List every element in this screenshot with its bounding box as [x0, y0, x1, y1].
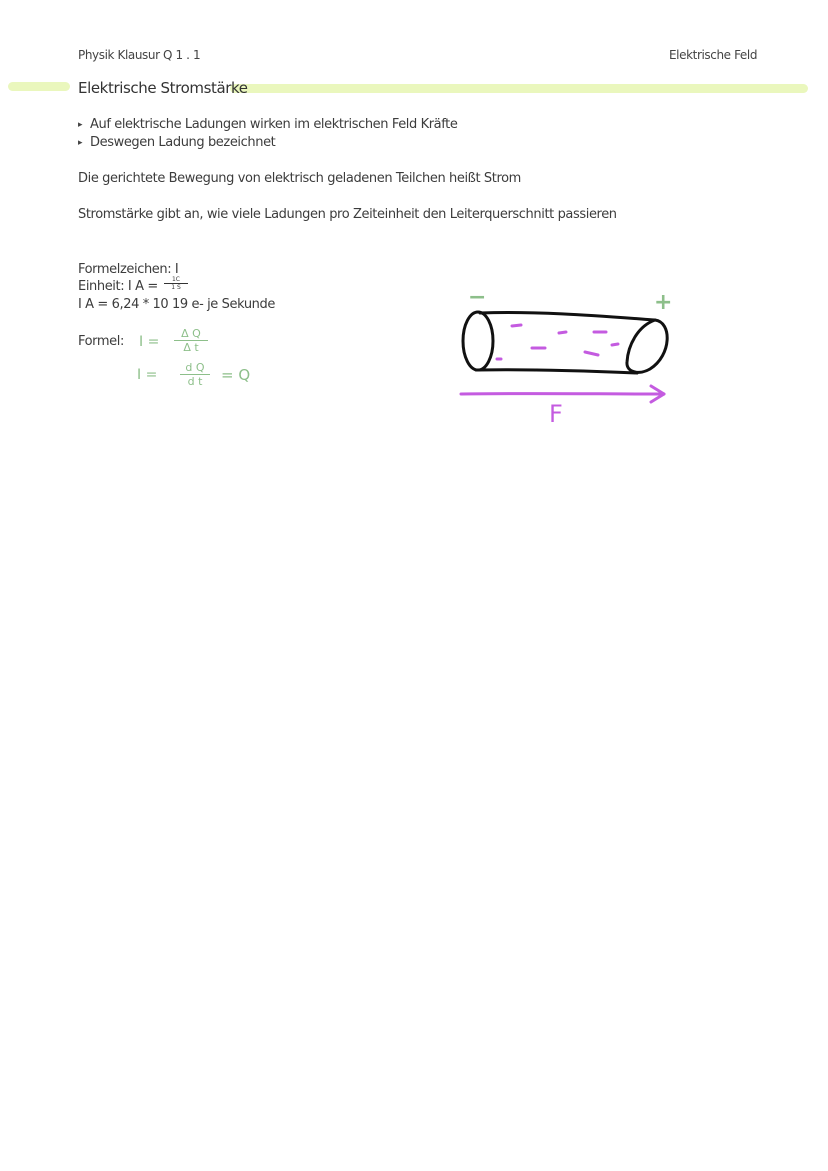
formula1-numerator: Δ Q	[174, 328, 208, 341]
formula2-denominator: d t	[187, 375, 203, 388]
section-title: Elektrische Stromstärke	[78, 79, 248, 97]
conductor-bottom-edge	[476, 370, 637, 373]
plus-sign: +	[654, 290, 673, 315]
formula2-lhs: I =	[137, 367, 158, 383]
electrons-line: I A = 6,24 * 10 19 e- je Sekunde	[78, 297, 275, 312]
bullet-icon: ▸	[78, 138, 83, 148]
electron-mark	[512, 325, 521, 326]
conductor-right-end	[627, 320, 667, 372]
paragraph-strom: Die gerichtete Bewegung von elektrisch geladenen Teilchen heißt Strom	[78, 171, 521, 186]
force-label: F	[549, 400, 563, 428]
paragraph-stromstaerke: Stromstärke gibt an, wie viele Ladungen pro Zeiteinheit den Leiterquerschnitt passieren	[78, 207, 617, 222]
formula2-rhs: = Q	[221, 366, 251, 384]
electron-mark	[559, 332, 566, 333]
unit-denominator: 1 S	[171, 284, 181, 291]
conductor-top-edge	[480, 313, 655, 320]
formula1-lhs: I =	[139, 334, 160, 350]
unit-numerator: 1C	[164, 276, 188, 284]
formula1-denominator: Δ t	[183, 341, 199, 354]
formula2-numerator: d Q	[180, 362, 210, 375]
formula-label: Formel:	[78, 334, 124, 349]
unit-prefix: Einheit: I A =	[78, 279, 158, 294]
bullet-text: Deswegen Ladung bezeichnet	[90, 135, 276, 150]
header-right-text: Elektrische Feld	[669, 48, 758, 62]
minus-sign: −	[468, 285, 487, 310]
electron-mark	[585, 352, 598, 355]
bullet-icon: ▸	[78, 120, 83, 130]
electron-mark	[612, 344, 618, 345]
electron-charges	[497, 325, 618, 359]
bullet-text: Auf elektrische Ladungen wirken im elektrischen Feld Kräfte	[90, 117, 458, 132]
symbol-line: Formelzeichen: I	[78, 262, 179, 277]
conductor-left-end	[463, 312, 493, 370]
header-left-text: Physik Klausur Q 1 . 1	[78, 48, 201, 62]
